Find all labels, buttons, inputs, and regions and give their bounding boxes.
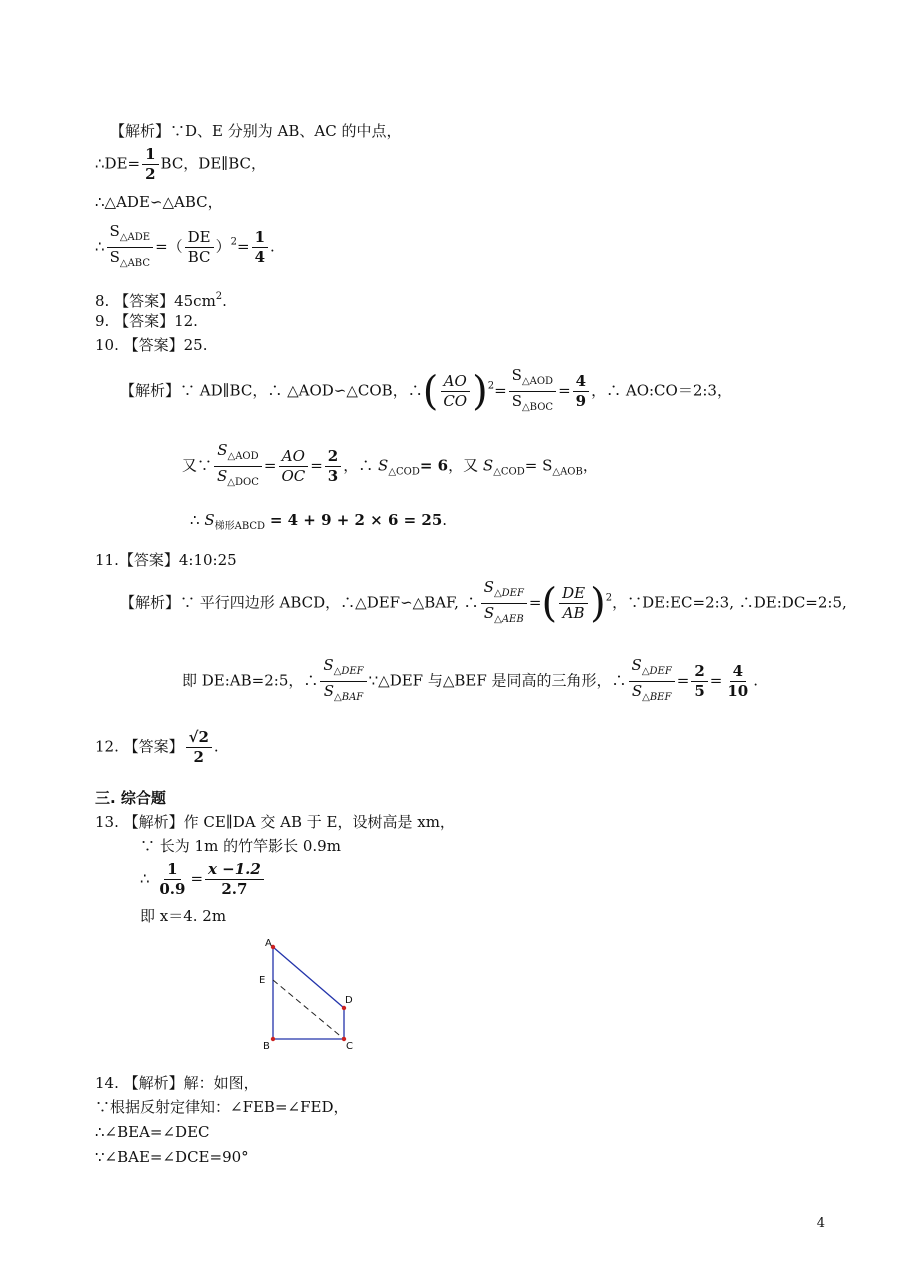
fraction: $\frac{AO}{CO}$ bbox=[440, 372, 470, 411]
sol11-line1: 【解析】∵ 平行四边形 ABCD，∴△DEF∽△BAF, ∴ $\frac{S_{\triangle DEF}}{S_{\triangle AEB}}$ =( $\frac{DE}{AB}$ )$^2$，∵DE:EC=2:3, ∴DE:DC=2:5, bbox=[120, 578, 847, 629]
sol7-line2: ∴DE= $\frac{1}{2}$ BC，DE∥BC， bbox=[95, 145, 266, 183]
q13-line4: 即 x＝4. 2m bbox=[140, 907, 227, 925]
fraction: $\frac{S_{\triangle AOD}}{S_{\triangle DOC}}$ bbox=[214, 441, 262, 492]
point-D bbox=[342, 1006, 346, 1010]
area-ratio-fraction: $\frac{S_{\triangle ADE}}{S_{\triangle ABC}}$ bbox=[107, 222, 154, 273]
answer-10: 10. 【答案】25. bbox=[95, 336, 208, 354]
answer-9: 9. 【答案】12. bbox=[95, 312, 198, 330]
sol7-line1: 【解析】∵D、E 分别为 AB、AC 的中点， bbox=[110, 122, 402, 140]
label-E: E bbox=[259, 975, 266, 986]
fraction: $\frac{2}{5}$ bbox=[691, 662, 707, 701]
sol7-line4: ∴ $\frac{S_{\triangle ADE}}{S_{\triangle ABC}}$ =（ $\frac{DE}{BC}$ ）$^2$= $\frac{1}{4}$ . bbox=[95, 222, 275, 273]
fraction: $\frac{2}{3}$ bbox=[325, 447, 341, 486]
label-A: A bbox=[265, 938, 272, 949]
q14-line2: ∵根据反射定律知：∠FEB=∠FED， bbox=[95, 1098, 349, 1116]
fraction: $\frac{S_{\triangle DEF}}{S_{\triangle BAF}}$ bbox=[320, 656, 366, 707]
fraction: $\frac{√2}{2}$ bbox=[186, 728, 212, 767]
page-number: 4 bbox=[816, 1216, 825, 1231]
q13-line3: ∴ $\frac{1}{0.9}$ = $\frac{x -1.2}{2.7}$ bbox=[140, 860, 266, 899]
fraction: $\frac{4}{10}$ bbox=[727, 662, 749, 700]
fraction: $\frac{AO}{OC}$ bbox=[278, 447, 308, 486]
line-AD bbox=[273, 947, 344, 1008]
side-ratio-fraction: $\frac{DE}{BC}$ bbox=[185, 228, 214, 267]
fraction: $\frac{1}{2}$ bbox=[142, 145, 158, 184]
q14-line1: 14. 【解析】解：如图， bbox=[95, 1074, 259, 1092]
fraction: $\frac{DE}{AB}$ bbox=[559, 584, 588, 623]
sol11-line2: 即 DE:AB=2:5，∴ $\frac{S_{\triangle DEF}}{S_{\triangle BAF}}$ ∵△DEF 与△BEF 是同高的三角形，∴ $\frac{S_{\triangle DEF}}{S_{\triangle BEF}}$ = $\frac{2}{5}$ = $\frac{4}{10}$ . bbox=[182, 656, 758, 707]
label-D: D bbox=[345, 995, 353, 1006]
tree-shadow-diagram bbox=[255, 935, 365, 1055]
q14-line4: ∵∠BAE=∠DCE=90° bbox=[95, 1148, 249, 1166]
answer-8: 8. 【答案】$45cm^2$. bbox=[95, 291, 227, 310]
sol10-line3: ∴ $S_{梯形ABCD} = 4 + 9 + 2 \times 6 = 25$. bbox=[190, 511, 448, 532]
q13-line2: ∵ 长为 1m 的竹竿影长 0.9m bbox=[140, 837, 341, 855]
point-B bbox=[271, 1037, 275, 1041]
result-fraction: $\frac{1}{4}$ bbox=[252, 228, 268, 267]
label-C: C bbox=[346, 1041, 353, 1052]
fraction: $\frac{S_{\triangle AOD}}{S_{\triangle BOC}}$ bbox=[509, 366, 556, 417]
answer-11: 11.【答案】4:10:25 bbox=[95, 551, 237, 569]
fraction: $\frac{S_{\triangle DEF}}{S_{\triangle BEF}}$ bbox=[629, 656, 675, 707]
fraction: $\frac{x -1.2}{2.7}$ bbox=[205, 860, 264, 899]
sol10-line2: 又∵ $\frac{S_{\triangle AOD}}{S_{\triangle DOC}}$ = $\frac{AO}{OC}$ = $\frac{2}{3}$ ，∴ $S_{\triangle COD}= 6$，又 $S_{\triangle COD}= S_{\triangle AOB}$， bbox=[182, 441, 598, 492]
line-EC bbox=[273, 980, 344, 1039]
fraction: $\frac{1}{0.9}$ bbox=[159, 860, 186, 898]
fraction: $\frac{S_{\triangle DEF}}{S_{\triangle AEB}}$ bbox=[481, 578, 527, 629]
sol7-line3: ∴△ADE∽△ABC， bbox=[95, 193, 223, 211]
answer-12: 12. 【答案】 $\frac{√2}{2}$ . bbox=[95, 728, 219, 766]
q13-line1: 13. 【解析】作 CE∥DA 交 AB 于 E，设树高是 xm， bbox=[95, 813, 455, 831]
fraction: $\frac{4}{9}$ bbox=[573, 372, 589, 411]
label-B: B bbox=[263, 1041, 270, 1052]
section-heading: 三. 综合题 bbox=[95, 789, 166, 807]
sol10-line1: 【解析】∵ AD∥BC，∴ △AOD∽△COB，∴( $\frac{AO}{CO}$ )$^2$= $\frac{S_{\triangle AOD}}{S_{\triangle BOC}}$ = $\frac{4}{9}$ ，∴ AO:CO＝2:3， bbox=[120, 366, 732, 417]
q14-line3: ∴∠BEA=∠DEC bbox=[95, 1123, 210, 1141]
